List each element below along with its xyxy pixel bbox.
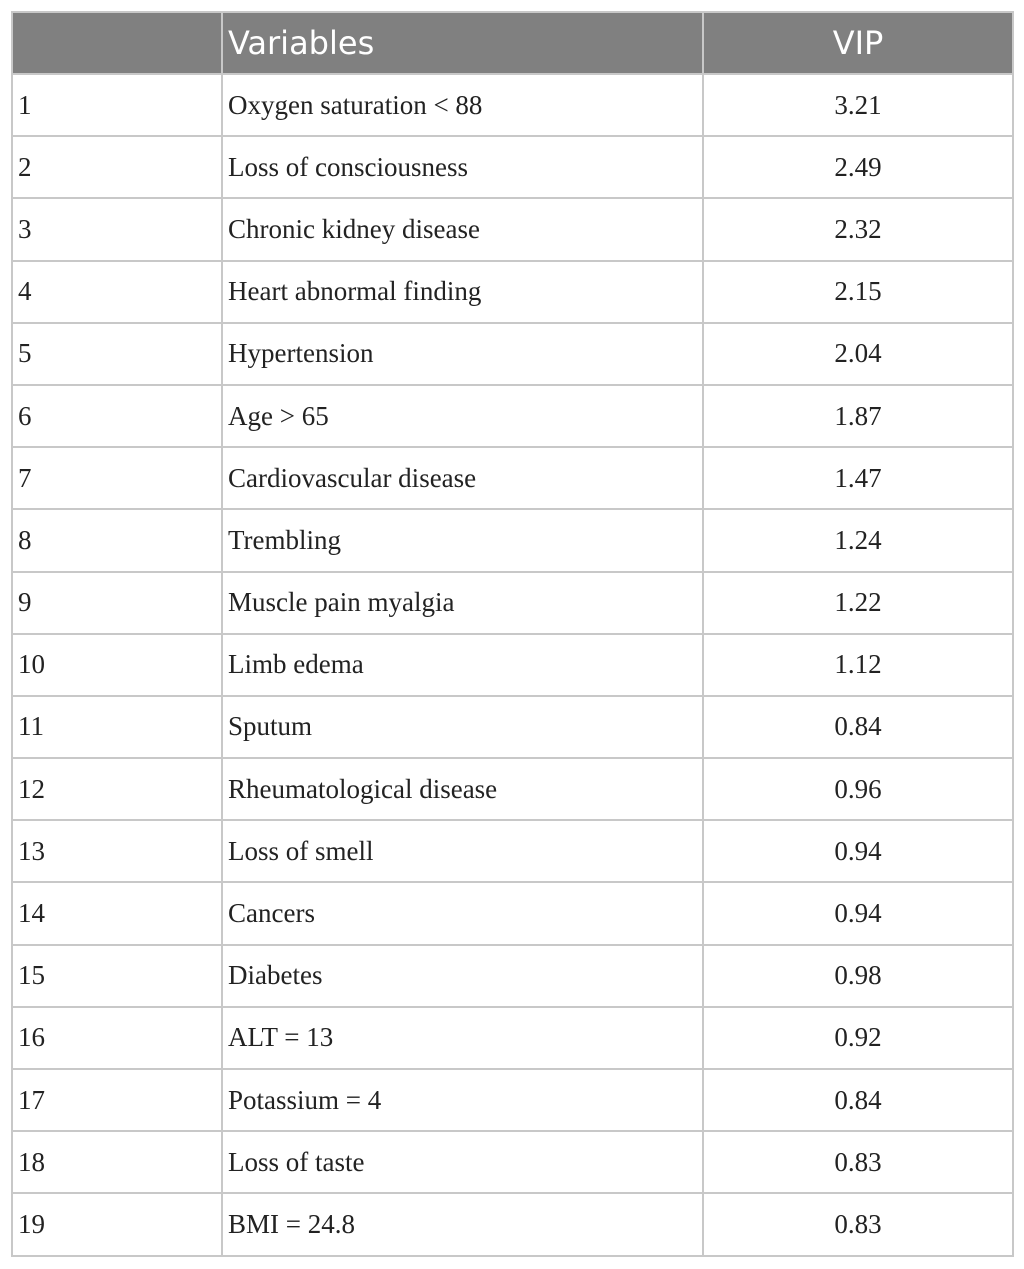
row-index-cell: 3 xyxy=(12,198,222,260)
row-index-cell: 10 xyxy=(12,634,222,696)
vip-value-cell: 2.32 xyxy=(703,198,1013,260)
row-index-cell: 18 xyxy=(12,1131,222,1193)
header-row xyxy=(12,12,1013,74)
table-row xyxy=(12,820,1013,882)
row-index-cell: 2 xyxy=(12,136,222,198)
table-row xyxy=(12,323,1013,385)
row-index-cell: 16 xyxy=(12,1007,222,1069)
variable-cell: Cancers xyxy=(222,882,703,944)
row-index-cell: 14 xyxy=(12,882,222,944)
table-row xyxy=(12,882,1013,944)
table-row xyxy=(12,198,1013,260)
variable-cell: Hypertension xyxy=(222,323,703,385)
vip-value-cell: 0.83 xyxy=(703,1131,1013,1193)
table-header xyxy=(12,12,1013,74)
table-row xyxy=(12,74,1013,136)
row-index-cell: 17 xyxy=(12,1069,222,1131)
header-index xyxy=(12,12,222,74)
vip-value-cell: 1.87 xyxy=(703,385,1013,447)
variable-cell: Heart abnormal finding xyxy=(222,261,703,323)
vip-value-cell: 0.94 xyxy=(703,820,1013,882)
row-index-cell: 12 xyxy=(12,758,222,820)
variable-cell: Muscle pain myalgia xyxy=(222,572,703,634)
header-variables: Variables xyxy=(222,12,703,74)
variable-cell: Sputum xyxy=(222,696,703,758)
row-index-cell: 4 xyxy=(12,261,222,323)
table-row xyxy=(12,1193,1013,1255)
table-row xyxy=(12,696,1013,758)
vip-value-cell: 0.83 xyxy=(703,1193,1013,1255)
vip-table-container xyxy=(11,11,1012,1257)
variable-cell: Oxygen saturation < 88 xyxy=(222,74,703,136)
row-index-cell: 5 xyxy=(12,323,222,385)
variable-cell: BMI = 24.8 xyxy=(222,1193,703,1255)
row-index-cell: 15 xyxy=(12,945,222,1007)
variable-cell: Trembling xyxy=(222,509,703,571)
row-index-cell: 11 xyxy=(12,696,222,758)
variable-cell: Loss of smell xyxy=(222,820,703,882)
variable-cell: Potassium = 4 xyxy=(222,1069,703,1131)
row-index-cell: 1 xyxy=(12,74,222,136)
row-index-cell: 9 xyxy=(12,572,222,634)
row-index-cell: 6 xyxy=(12,385,222,447)
variable-cell: Age > 65 xyxy=(222,385,703,447)
table-row xyxy=(12,758,1013,820)
table-body xyxy=(12,74,1013,1256)
table-row xyxy=(12,1131,1013,1193)
table-row xyxy=(12,634,1013,696)
table-row xyxy=(12,1007,1013,1069)
table-row xyxy=(12,1069,1013,1131)
row-index-cell: 19 xyxy=(12,1193,222,1255)
vip-value-cell: 0.84 xyxy=(703,1069,1013,1131)
vip-value-cell: 0.94 xyxy=(703,882,1013,944)
vip-value-cell: 0.96 xyxy=(703,758,1013,820)
vip-value-cell: 2.15 xyxy=(703,261,1013,323)
vip-value-cell: 2.04 xyxy=(703,323,1013,385)
variable-cell: ALT = 13 xyxy=(222,1007,703,1069)
table-row xyxy=(12,572,1013,634)
row-index-cell: 7 xyxy=(12,447,222,509)
variable-cell: Cardiovascular disease xyxy=(222,447,703,509)
variable-cell: Loss of taste xyxy=(222,1131,703,1193)
vip-value-cell: 3.21 xyxy=(703,74,1013,136)
vip-value-cell: 0.92 xyxy=(703,1007,1013,1069)
vip-value-cell: 1.12 xyxy=(703,634,1013,696)
table-row xyxy=(12,447,1013,509)
row-index-cell: 8 xyxy=(12,509,222,571)
row-index-cell: 13 xyxy=(12,820,222,882)
table-row xyxy=(12,385,1013,447)
header-vip: VIP xyxy=(703,12,1013,74)
vip-value-cell: 1.24 xyxy=(703,509,1013,571)
table-row xyxy=(12,136,1013,198)
vip-value-cell: 2.49 xyxy=(703,136,1013,198)
table-row xyxy=(12,945,1013,1007)
vip-value-cell: 0.84 xyxy=(703,696,1013,758)
variable-cell: Loss of consciousness xyxy=(222,136,703,198)
table-row xyxy=(12,509,1013,571)
variable-cell: Rheumatological disease xyxy=(222,758,703,820)
table-row xyxy=(12,261,1013,323)
vip-value-cell: 1.47 xyxy=(703,447,1013,509)
variable-cell: Diabetes xyxy=(222,945,703,1007)
vip-table xyxy=(11,11,1014,1257)
variable-cell: Limb edema xyxy=(222,634,703,696)
variable-cell: Chronic kidney disease xyxy=(222,198,703,260)
vip-value-cell: 0.98 xyxy=(703,945,1013,1007)
vip-value-cell: 1.22 xyxy=(703,572,1013,634)
